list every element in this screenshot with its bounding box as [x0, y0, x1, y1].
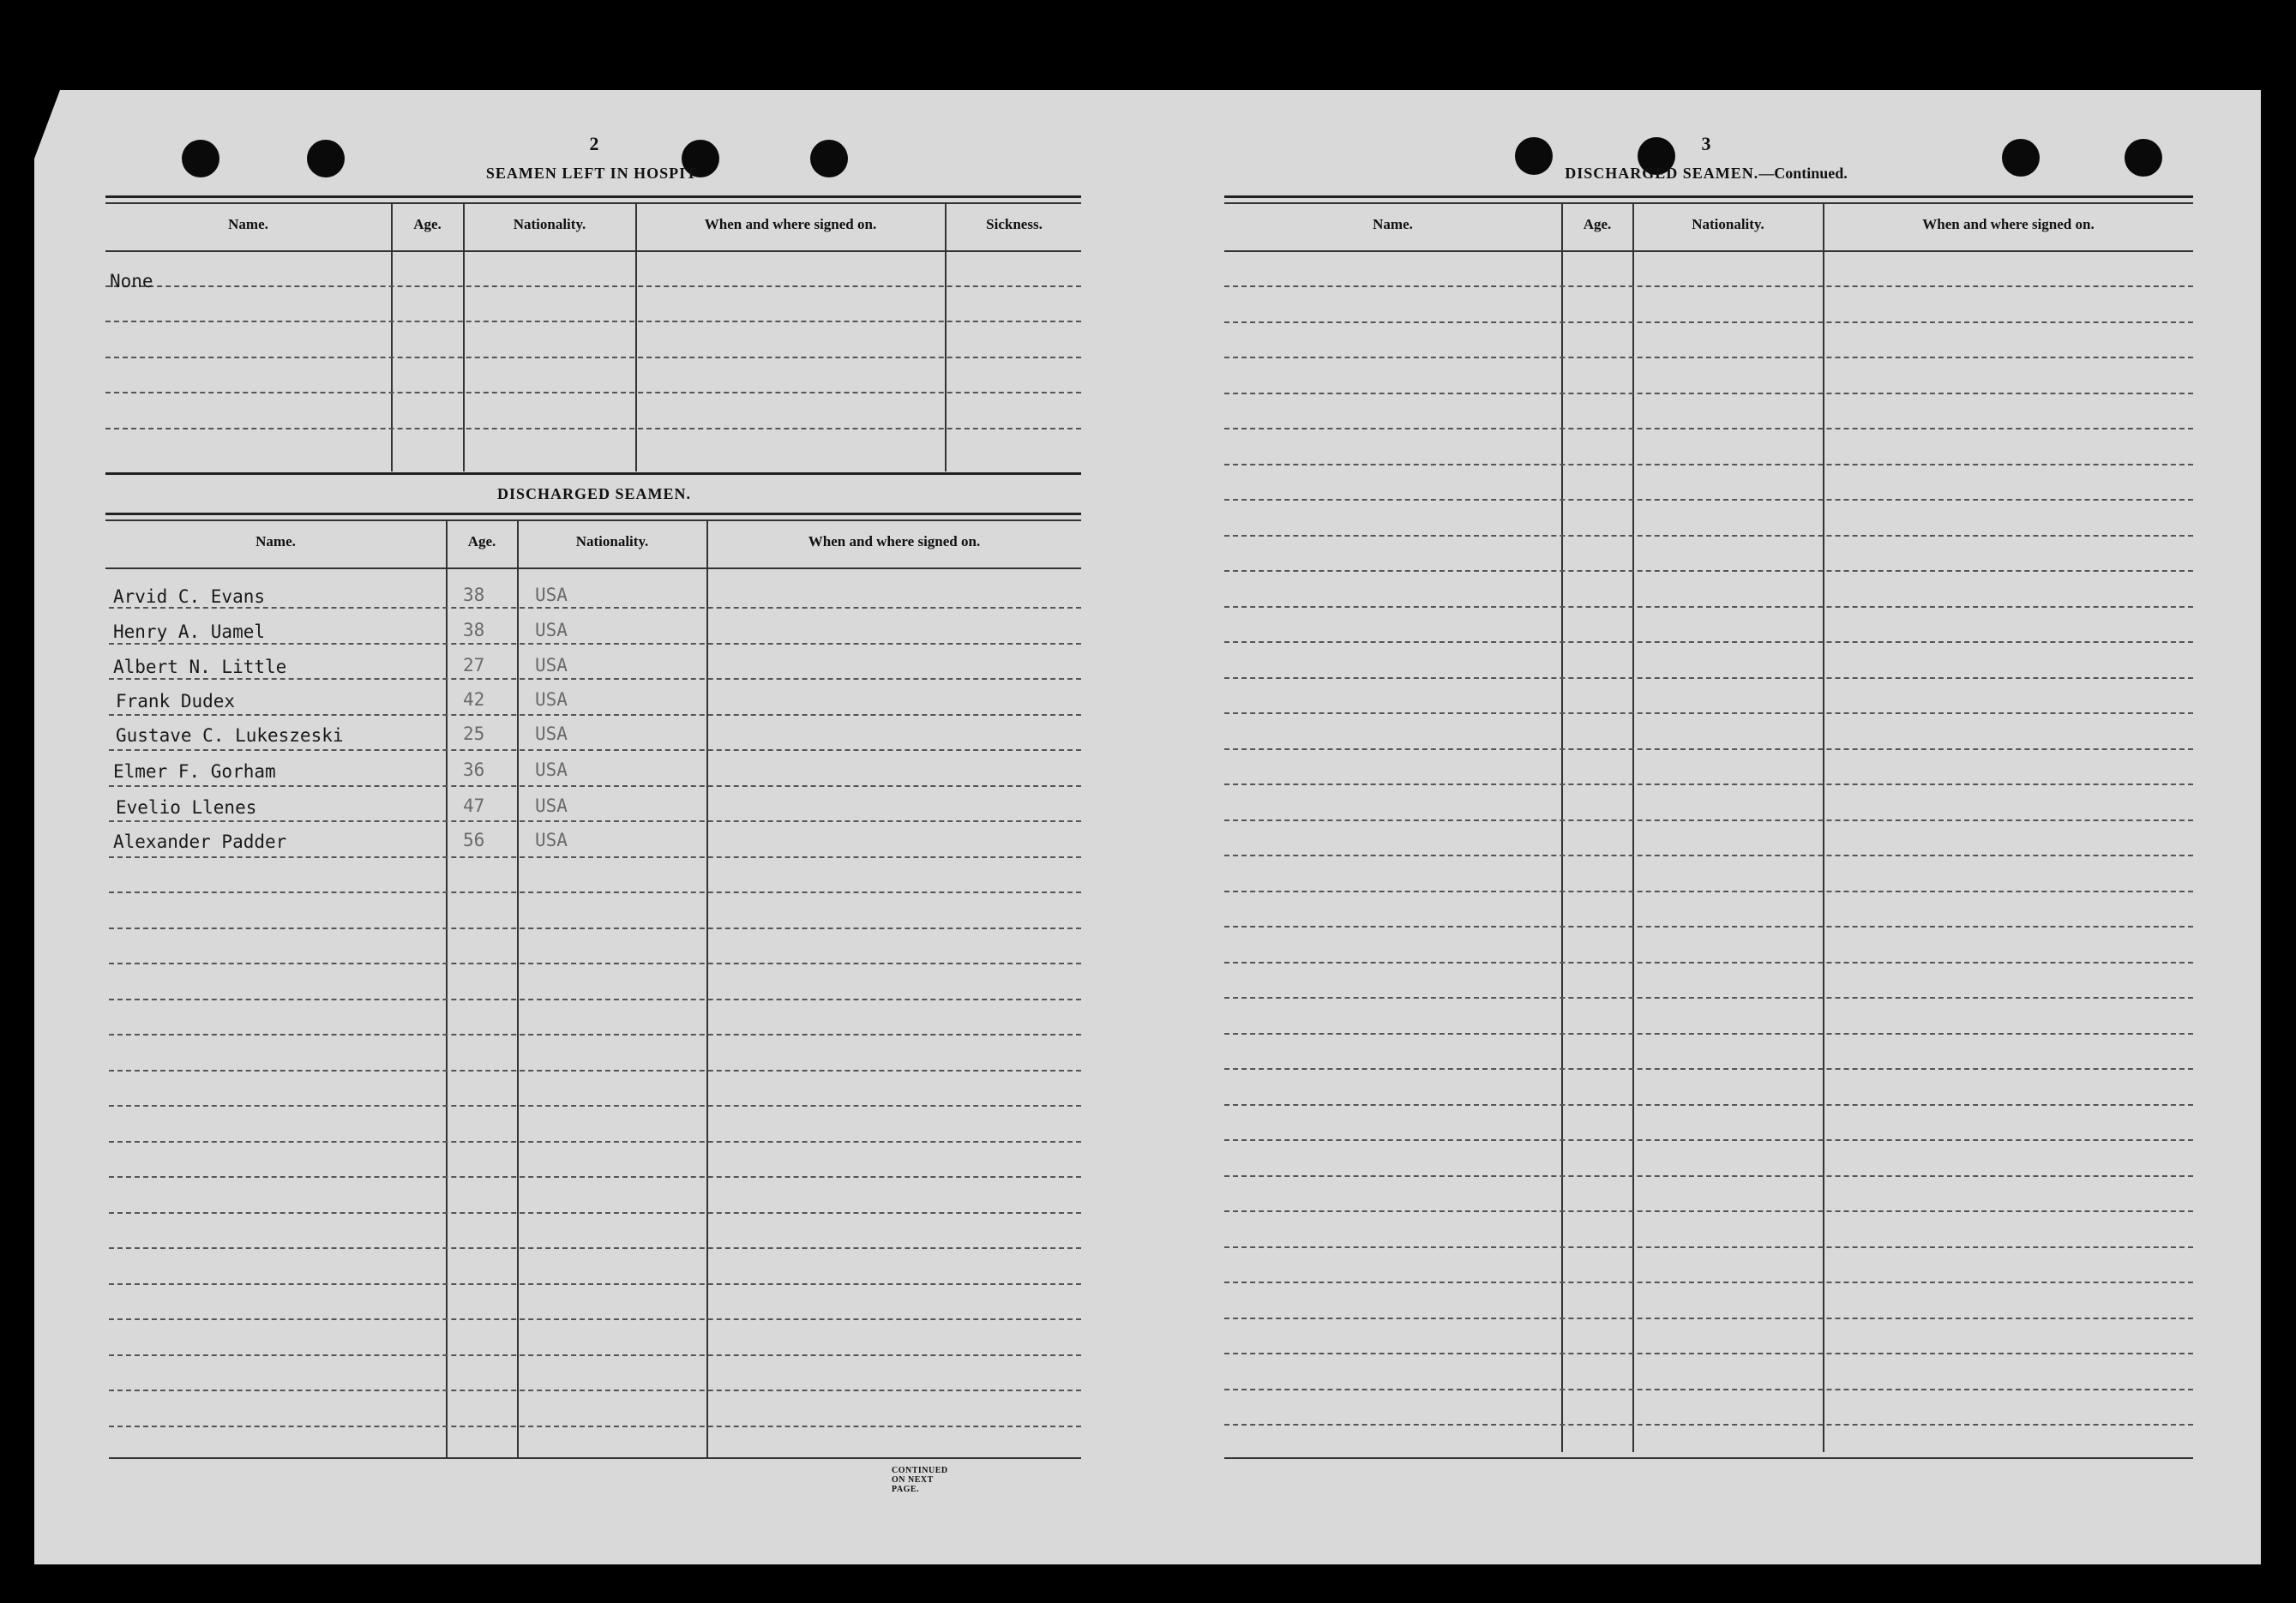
ruled-line: [1224, 285, 2193, 287]
ruled-line: [1224, 1033, 2193, 1035]
col-header-name: Name.: [228, 216, 268, 232]
ruled-line: [1224, 783, 2193, 785]
seaman-age: 25: [463, 723, 485, 744]
ruled-line: [1224, 570, 2193, 572]
punch-hole: [2002, 139, 2040, 177]
seaman-name: Alexander Padder: [113, 832, 287, 852]
ruled-line: [109, 856, 1081, 858]
ruled-line: [109, 1070, 1081, 1072]
ruled-line: [1224, 1353, 2193, 1354]
ruled-line: [109, 1390, 1081, 1391]
col-header-name: Name.: [255, 533, 296, 549]
ruled-line: [1224, 1389, 2193, 1390]
ruled-line: [1224, 891, 2193, 892]
seaman-age: 47: [463, 795, 485, 816]
col-header-sickness: Sickness.: [986, 216, 1043, 232]
ruled-line: [109, 607, 1081, 609]
seaman-age: 38: [463, 585, 485, 605]
ruled-line: [1224, 677, 2193, 679]
seaman-age: 36: [463, 759, 485, 780]
seaman-nationality: USA: [535, 830, 568, 850]
seaman-age: 56: [463, 830, 485, 850]
punch-hole: [307, 140, 345, 177]
ruled-line: [1224, 820, 2193, 821]
ruled-line: [109, 928, 1081, 929]
ruled-line: [109, 678, 1081, 680]
seaman-nationality: USA: [535, 795, 568, 816]
punch-hole: [182, 140, 219, 177]
col-header-signed-on: When and where signed on.: [1922, 216, 2095, 232]
col-header-signed-on: When and where signed on.: [704, 216, 877, 232]
ruled-line: [1224, 641, 2193, 643]
seaman-name: Albert N. Little: [113, 657, 287, 677]
seaman-name: Arvid C. Evans: [113, 586, 266, 607]
document-sheet: [34, 90, 2261, 1564]
ruled-line: [1224, 357, 2193, 358]
ruled-line: [1224, 321, 2193, 323]
seaman-name: Gustave C. Lukeszeski: [116, 725, 344, 746]
seaman-age: 42: [463, 689, 485, 710]
seaman-name: Frank Dudex: [116, 691, 236, 711]
seaman-nationality: USA: [535, 585, 568, 605]
ruled-line: [109, 643, 1081, 645]
ruled-line: [109, 892, 1081, 893]
ruled-line: [109, 1354, 1081, 1356]
ruled-line: [1224, 1104, 2193, 1106]
ruled-line: [1224, 926, 2193, 928]
ruled-line: [1224, 1318, 2193, 1319]
ruled-line: [1224, 997, 2193, 999]
ruled-line: [1224, 712, 2193, 714]
ruled-line: [109, 1034, 1081, 1036]
ruled-line: [1224, 1175, 2193, 1177]
ruled-line: [109, 1105, 1081, 1107]
ruled-line: [1224, 535, 2193, 537]
ruled-line: [1224, 1210, 2193, 1212]
col-header-name: Name.: [1373, 216, 1413, 232]
ruled-line: [109, 749, 1081, 751]
seaman-name: Evelio Llenes: [116, 797, 257, 818]
page-number: 3: [1701, 133, 1711, 154]
punch-hole: [1515, 137, 1553, 175]
ruled-line: [1224, 606, 2193, 608]
col-header-nationality: Nationality.: [1692, 216, 1764, 232]
seaman-nationality: USA: [535, 689, 568, 710]
ruled-line: [109, 714, 1081, 716]
ruled-line: [1224, 1246, 2193, 1248]
ruled-line: [109, 1247, 1081, 1249]
seaman-age: 38: [463, 620, 485, 640]
ruled-line: [1224, 499, 2193, 501]
top-rule: [105, 195, 1081, 198]
discharged-section-title: DISCHARGED SEAMEN.: [496, 485, 692, 502]
ruled-line: [109, 999, 1081, 1000]
seaman-name: Henry A. Uamel: [113, 621, 266, 642]
seaman-nationality: USA: [535, 759, 568, 780]
col-header-signed-on: When and where signed on.: [808, 533, 981, 549]
ruled-line: [1224, 1282, 2193, 1283]
seaman-nationality: USA: [535, 655, 568, 675]
ruled-line: [109, 1141, 1081, 1143]
discharged-continued-title: DISCHARGED SEAMEN.—Continued.: [1565, 165, 1848, 182]
ruled-line: [1224, 1424, 2193, 1426]
ruled-line: [109, 963, 1081, 964]
col-header-age: Age.: [467, 533, 496, 549]
hospital-section-title: SEAMEN LEFT IN HOSPIT: [485, 165, 698, 182]
ruled-line: [109, 1212, 1081, 1214]
ruled-line: [109, 785, 1081, 787]
page-number: 2: [589, 133, 599, 154]
ruled-line: [1224, 1068, 2193, 1070]
continued-footer: CONTINUED ON NEXT PAGE.: [892, 1466, 948, 1494]
ruled-line: [109, 1176, 1081, 1178]
ruled-line: [1224, 393, 2193, 394]
hospital-name-entry: None: [110, 271, 153, 291]
ruled-line: [109, 820, 1081, 822]
col-header-age: Age.: [1583, 216, 1612, 232]
ruled-line: [109, 1318, 1081, 1320]
ruled-line: [1224, 962, 2193, 964]
ruled-line: [1224, 464, 2193, 465]
punch-hole: [810, 140, 848, 177]
ruled-line: [1224, 855, 2193, 856]
ruled-line: [1224, 1139, 2193, 1141]
ruled-line: [109, 1426, 1081, 1427]
col-header-nationality: Nationality.: [513, 216, 586, 232]
col-header-age: Age.: [413, 216, 442, 232]
seaman-nationality: USA: [535, 620, 568, 640]
ruled-line: [1224, 428, 2193, 429]
punch-hole: [2125, 139, 2162, 177]
seaman-nationality: USA: [535, 723, 568, 744]
col-header-nationality: Nationality.: [575, 533, 649, 549]
seaman-age: 27: [463, 655, 485, 675]
ruled-line: [1224, 748, 2193, 750]
seaman-name: Elmer F. Gorham: [113, 761, 276, 782]
ruled-line: [109, 1283, 1081, 1285]
